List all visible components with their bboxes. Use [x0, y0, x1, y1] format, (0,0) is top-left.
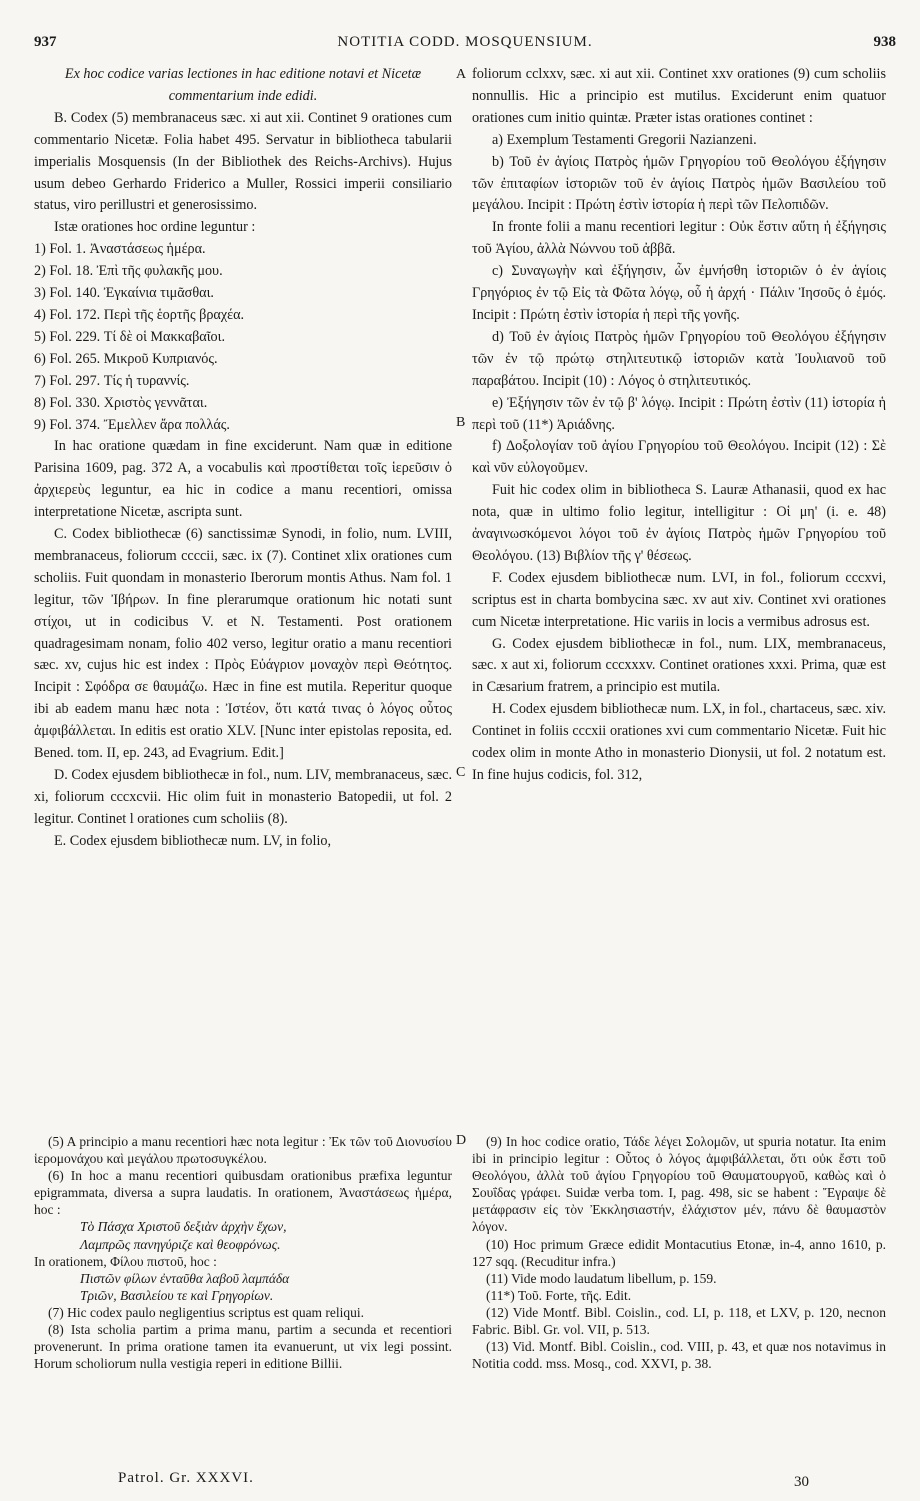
epigram-line: Λαμπρῶς πανηγύριζε καὶ θεοφρόνως. — [80, 1236, 281, 1252]
sheet-number: 30 — [794, 1474, 809, 1490]
provenance-paragraph: Fuit hic codex olim in bibliotheca S. Lauræ Athanasii, quod ex hac nota, quæ in ultimo folio legitur, intelligitur : Οἱ μη' (i. e. 48) ἀναγινωσκόμενοι λόγοι τοῦ ἐν ἁγίοις Πατρὸς ἡμῶν Γρηγορίου τοῦ Θεολόγου. (13) Βιβλίον τῆς γ' θέσεως. — [472, 482, 886, 564]
footnotes-left — [34, 1133, 452, 1372]
page-header — [34, 34, 896, 56]
epigram-line: Τὸ Πάσχα Χριστοῦ δεξιὰν ἀρχὴν ἔχων, — [80, 1219, 287, 1235]
signature-mark: Patrol. Gr. XXXVI. — [118, 1470, 254, 1486]
footnote: (12) Vide Montf. Bibl. Coislin., cod. LI, p. 118, et LXV, p. 120, necnon Fabric. Bibl. Gr. vol. VII, p. 513. — [472, 1304, 886, 1338]
codex-g-paragraph: G. Codex ejusdem bibliothecæ in fol., num. LIX, membranaceus, sæc. x aut xi, foliorum cccxxxv. Continet orationes xxxi. Prima, quæ est in Cæsarium fratrem, a principio est mutila. — [472, 635, 886, 696]
list-item: 2) Fol. 18. Ἐπὶ τῆς φυλακῆς μου. — [34, 263, 223, 280]
footnote: In orationem, Φίλου πιστοῦ, hoc : — [34, 1253, 217, 1269]
left-column — [34, 64, 452, 853]
footnote: (5) A principio a manu recentiori hæc nota legitur : Ἐκ τῶν τοῦ Διονυσίου ἱερομονάχου καὶ μεγάλου πρωτοσυγκέλου. — [34, 1134, 452, 1167]
list-intro: Istæ orationes hoc ordine leguntur : — [54, 219, 256, 236]
codex-b-paragraph: B. Codex (5) membranaceus sæc. xi aut xii. Continet 9 orationes cum commentario Nicetæ. Folia habet 495. Servatur in bibliotheca tabularii imperialis Mosquensis (In der Bibliothek des Reichs-Archivs). Hujus usum debeo Gerhardo Friderico a Muller, Rossici imperii consiliario status, viro perillustri et generosissimo. — [34, 109, 452, 214]
content-item: e) Ἐξήγησιν τῶν ἐν τῷ β' λόγῳ. Incipit : Πρώτη ἐστὶν (11) ἱστορία ἡ περὶ τοῦ (11*) Ἀριάδνης. — [472, 394, 886, 433]
footnote: (7) Hic codex paulo negligentius scriptus est quam reliqui. — [48, 1304, 365, 1320]
list-item: 8) Fol. 330. Χριστὸς γεννᾶται. — [34, 394, 208, 411]
left-page-number: 937 — [34, 34, 57, 50]
list-item: 6) Fol. 265. Μικροῦ Κυπριανός. — [34, 350, 218, 367]
margin-letter-c: C — [456, 765, 466, 780]
margin-letter-b: B — [456, 415, 466, 430]
footnotes-right — [472, 1133, 886, 1372]
continued-paragraph: foliorum cclxxv, sæc. xi aut xii. Continet xxv orationes (9) cum scholiis nonnullis. Hic a principio est mutilus. Exciderunt enim quatuor orationes cum initio quintæ. Præter istas orationes continet : — [472, 66, 886, 126]
codex-e-paragraph: E. Codex ejusdem bibliothecæ num. LV, in folio, — [54, 832, 332, 849]
list-item: 7) Fol. 297. Τίς ἡ τυραννίς. — [34, 372, 190, 389]
content-item: In fronte folii a manu recentiori legitur : Οὐκ ἔστιν αὕτη ἡ ἐξήγησις τοῦ Ἁγίου, ἀλλὰ Νώννου τοῦ ἀββᾶ. — [472, 219, 886, 258]
right-column — [472, 64, 886, 787]
footnote: (13) Vid. Montf. Bibl. Coislin., cod. VIII, p. 43, et quæ nos notavimus in Notitia codd. mss. Mosq., cod. XXVI, p. 38. — [472, 1339, 886, 1372]
content-item: d) Τοῦ ἐν ἁγίοις Πατρὸς ἡμῶν Γρηγορίου τοῦ Θεολόγου ἐξήγησιν τῶν ἐν τῷ πρώτῳ στηλιτευτικῷ ἱστοριῶν κατὰ Ἰουλιανοῦ τοῦ παραβάτου. Incipit (10) : Λόγος ὁ στηλιτευτικός. — [472, 328, 886, 389]
content-item: a) Exemplum Testamenti Gregorii Nazianzeni. — [492, 131, 757, 148]
running-title: NOTITIA CODD. MOSQUENSIUM. — [337, 34, 593, 50]
intro-note: Ex hoc codice varias lectiones in hac editione notavi et Nicetæ commentarium inde edidi. — [64, 66, 422, 104]
content-item: c) Συναγωγὴν καὶ ἐξήγησιν, ὧν ἐμνήσθη ἱστοριῶν ὁ ἐν ἁγίοις Γρηγόριος ἐν τῷ Εἰς τὰ Φῶτα λόγῳ, οὗ ἡ ἀρχή · Πάλιν Ἰησοῦς ὁ ἐμός. Incipit : Πρώτη ἐστὶν ἱστορία ἡ περὶ τῆς γονῆς. — [472, 263, 886, 323]
epigram-line: Πιστῶν φίλων ἐνταῦθα λαβοῦ λαμπάδα — [80, 1270, 290, 1286]
margin-letter-d: D — [456, 1133, 467, 1148]
codex-c-paragraph: C. Codex bibliothecæ (6) sanctissimæ Synodi, in folio, num. LVIII, membranaceus, foliorum ccccii, sæc. ix (7). Continet xlix orationes cum scholiis. Fuit quondam in monasterio Iberorum montis Athus. Nam fol. 1 legitur, τῶν Ἰβήρων. In fine plerarumque orationum hic notati sunt στίχοι, ut in codicibus V. et N. Testamenti. Post orationem quadragesimam nonam, folio 402 verso, legitur oratio a manu recentiori sæc. xv, cujus hic est index : Πρὸς Εὐάγριον μοναχὸν περὶ Θεότητος. Incipit : Σφόδρα σε θαυμάζω. Hæc in fine est mutila. Reperitur quoque ibi ab eadem manu hæc nota : Ἰστέον, ὅτι κατά τινας ὁ λόγος οὗτος ἀμφιβάλλεται. In editis est oratio XLV. [Nunc inter epistolas reposita, ed. Bened. tom. II, ep. 243, ad Evagrium. Edit.] — [34, 526, 452, 762]
list-item: 3) Fol. 140. Ἐγκαίνια τιμᾶσθαι. — [34, 285, 214, 302]
margin-letter-a: A — [456, 67, 467, 82]
oration-list — [34, 239, 452, 436]
codex-h-paragraph: H. Codex ejusdem bibliothecæ num. LX, in fol., chartaceus, sæc. xiv. Continet in foliis cccxii orationes xvi cum commentario Nicetæ. Fuit hic codex olim in monte Atho in monasterio Dionysii, ut fol. 2 notatum est. In fine hujus codicis, fol. 312, — [472, 701, 886, 783]
footnote: (8) Ista scholia partim a prima manu, partim a secunda et recentiori provenerunt. In prima oratione tamen ita evanuerunt, ut vix legi possint. Horum scholiorum nulla vestigia reperi in editione Billii. — [34, 1322, 452, 1372]
footnote: (6) In hoc a manu recentiori quibusdam orationibus præfixa leguntur epigrammata, diversa a supra laudatis. In orationem, Ἀναστάσεως ἡμέρα, hoc : — [34, 1168, 452, 1218]
footnote: (9) In hoc codice oratio, Τάδε λέγει Σολομῶν, ut spuria notatur. Ita enim ibi in principio legitur : Οὗτος ὁ λόγος ἀμφιβάλλεται, ὅτι οὐκ ἔστι τοῦ Θεολόγου, ἀλλὰ τοῦ ἁγίου Γρηγορίου τοῦ Θαυματουργοῦ, καθὼς καὶ ὁ Σουΐδας γράφει. Suidæ verba tom. I, pag. 498, sic se habent : Ἔγραψε δὲ μετάφρασιν εἰς τὸν Ἐκκλησιαστήν, ἐλάχιστον μέν, πάνυ δὲ θαυμαστὸν λόγον. — [472, 1134, 886, 1235]
list-item: 5) Fol. 229. Τί δὲ οἱ Μακκαβαῖοι. — [34, 328, 226, 345]
right-page-number: 938 — [873, 34, 896, 50]
content-item: f) Δοξολογίαν τοῦ ἁγίου Γρηγορίου τοῦ Θεολόγου. Incipit (12) : Σὲ καὶ νῦν εὐλογοῦμεν. — [472, 438, 886, 477]
footnote: (10) Hoc primum Græce edidit Montacutius Etonæ, in-4, anno 1610, p. 127 sqq. (Recuditur infra.) — [472, 1236, 886, 1269]
list-item: 9) Fol. 374. Ἔμελλεν ἄρα πολλάς. — [34, 416, 230, 433]
list-item: 1) Fol. 1. Ἀναστάσεως ἡμέρα. — [34, 241, 206, 258]
list-item: 4) Fol. 172. Περὶ τῆς ἑορτῆς βραχέα. — [34, 306, 245, 323]
codex-f-paragraph: F. Codex ejusdem bibliothecæ num. LVI, in fol., foliorum cccxvi, scriptus est in charta bombycina sæc. xv aut xiv. Continet xvi orationes cum Nicetæ interpretatione. Hic variis in locis a vermibus adrosus est. — [472, 569, 886, 630]
footnote: (11*) Τοῦ. Forte, τῆς. Edit. — [486, 1287, 632, 1303]
epigram-line: Τριῶν, Βασιλείου τε καὶ Γρηγορίων. — [80, 1287, 274, 1303]
footnote: (11) Vide modo laudatum libellum, p. 159. — [486, 1270, 717, 1286]
content-item: b) Τοῦ ἐν ἁγίοις Πατρὸς ἡμῶν Γρηγορίου τοῦ Θεολόγου ἐξήγησιν τῶν ἐπιταφίων ἱστοριῶν τοῦ ἐν ἁγίοις Πατρὸς ἡμῶν Βασιλείου τοῦ μεγάλου. Incipit : Πρώτη ἐστὶν ἱστορία ἡ περὶ τῶν Πελοπιδῶν. — [472, 153, 886, 214]
codex-d-paragraph: D. Codex ejusdem bibliothecæ in fol., num. LIV, membranaceus, sæc. xi, foliorum cccxcvii. Hic olim fuit in monasterio Batopedii, ut fol. 2 legitur. Continet l orationes cum scholiis (8). — [34, 767, 452, 827]
after-list-paragraph: In hac oratione quædam in fine exciderunt. Nam quæ in editione Parisina 1609, pag. 372 A, a vocabulis καὶ προστίθεται τοῖς ἱερεῦσιν ὁ ἀρχιερεὺς leguntur, ea hic in codice a manu recentiori, omissa interpretatione Nicetæ, ascripta sunt. — [34, 438, 452, 521]
